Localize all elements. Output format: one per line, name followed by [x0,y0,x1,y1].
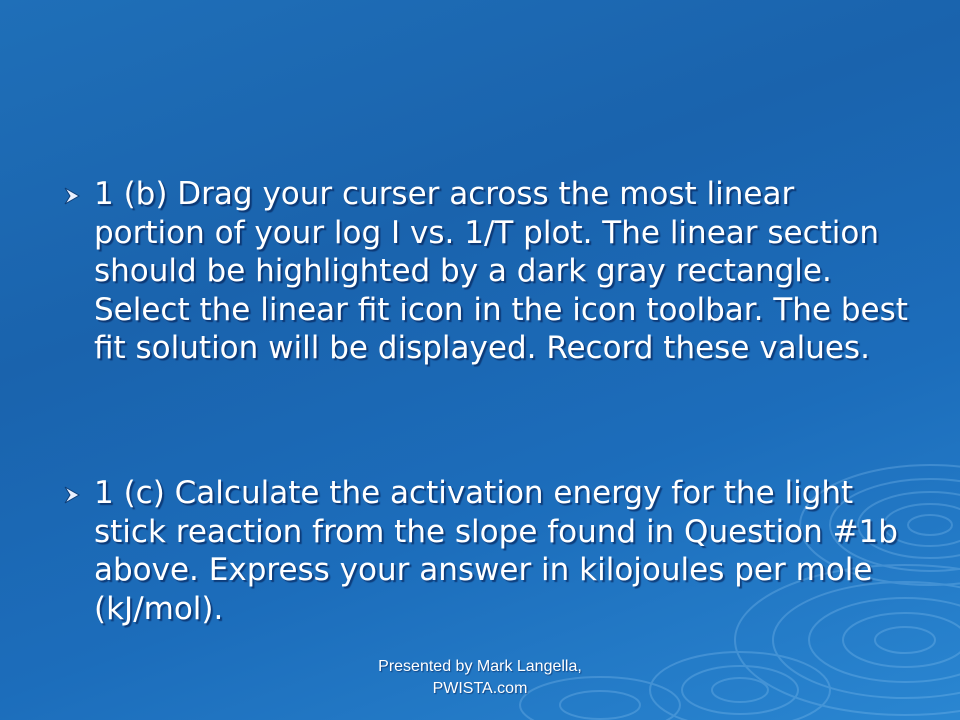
bullet-text-1c: 1 (c) Calculate the activation energy for the light stick reaction from the slope found in Question #1b above. Express your answer in kilojoules per mole (kJ/mol). [94,475,898,627]
bullet-text-1b: 1 (b) Drag your curser across the most linear portion of your log I vs. 1/T plot. The linear section should be highlighted by a dark gray rectangle. Select the linear fit icon in the icon toolbar. The best fit solution will be displayed. Record these values. [94,176,908,366]
bullet-item-1c [62,474,912,628]
arrowhead-bullet-icon [62,485,82,505]
bullet-item-1b [62,175,912,368]
footer-line-site: PWISTA.com [432,680,528,697]
footer-line-presenter: Presented by Mark Langella, [378,658,582,675]
presenter-credit-footer [330,656,630,700]
arrowhead-bullet-icon [62,186,82,206]
